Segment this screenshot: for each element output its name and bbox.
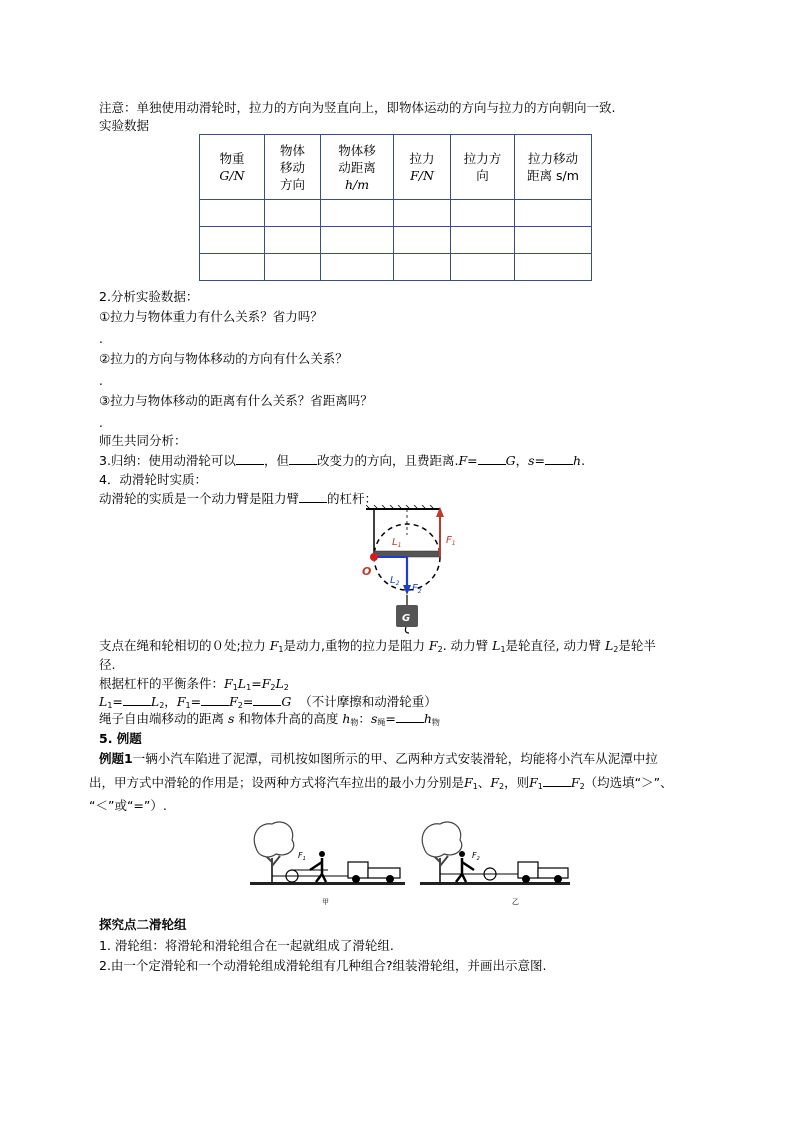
explain-line-1: 支点在绳和轮相切的０处;拉力 $F_1$是动力,重物的拉力是阻力 $F_2$. 动力臂 $L_1$是轮直径, 动力臂 $L_2$是轮半 bbox=[99, 638, 656, 654]
header-cell-move-distance: 物体移 动距离 h/m bbox=[321, 135, 394, 200]
header-cell-weight: 物重 G/N bbox=[200, 135, 265, 200]
explain-line-2: 径. bbox=[99, 657, 116, 672]
label-l2: $L_2$ bbox=[390, 575, 400, 587]
weight-hook bbox=[405, 627, 409, 633]
car-body-jia bbox=[368, 868, 400, 878]
table-cell bbox=[515, 227, 592, 254]
table-cell bbox=[451, 227, 515, 254]
section2-title: 探究点二滑轮组 bbox=[99, 917, 187, 932]
table-cell bbox=[321, 200, 394, 227]
example-section-title: 5. 例题 bbox=[99, 731, 142, 746]
header-cell-force: 拉力 F/N bbox=[394, 135, 451, 200]
table-cell bbox=[265, 227, 321, 254]
car-pulley-figure bbox=[250, 818, 570, 906]
label-l1: $L_1$ bbox=[392, 537, 402, 549]
answer-dot-3: . bbox=[99, 416, 103, 430]
section2-line-1: 1. 滑轮组：将滑轮和滑轮组合在一起就组成了滑轮组. bbox=[99, 938, 394, 953]
blank-field bbox=[396, 722, 424, 723]
balance-line: 根据杠杆的平衡条件：$F_1L_1=F_2L_2$ bbox=[99, 676, 289, 692]
tree-trunk-jia bbox=[264, 854, 280, 882]
blank-field bbox=[289, 464, 317, 465]
table-cell bbox=[200, 227, 265, 254]
answer-dot-1: . bbox=[99, 332, 103, 346]
header-cell-force-direction: 拉力方 向 bbox=[451, 135, 515, 200]
blank-field bbox=[201, 705, 229, 706]
blank-field bbox=[543, 786, 571, 787]
table-cell bbox=[321, 254, 394, 281]
experiment-data-table bbox=[199, 134, 592, 281]
tree-trunk-yi bbox=[432, 854, 448, 882]
question-3: ③拉力与物体移动的距离有什么关系？省距离吗？ bbox=[99, 393, 373, 408]
rope-distance-line: 绳子自由端移动的距离 s 和物体升高的高度 $h_物$：$s_绳= h_物$ bbox=[99, 711, 440, 727]
question-2: ②拉力的方向与物体移动的方向有什么关系？ bbox=[99, 351, 348, 366]
example-line-1: 例题1一辆小汽车陷进了泥潭，司机按如图所示的甲、乙两种方式安装滑轮，均能将小汽车从泥潭中拉 bbox=[99, 751, 658, 766]
label-o: O bbox=[362, 565, 372, 578]
car-wheel-yi bbox=[522, 875, 530, 883]
person-head-yi bbox=[459, 851, 465, 857]
table-cell bbox=[394, 254, 451, 281]
blank-field bbox=[236, 464, 264, 465]
blank-field bbox=[478, 464, 506, 465]
answer-dot-2: . bbox=[99, 374, 103, 388]
question-1: ①拉力与物体重力有什么关系？省力吗？ bbox=[99, 309, 323, 324]
table-cell bbox=[200, 200, 265, 227]
blank-field bbox=[545, 464, 573, 465]
blank-field bbox=[299, 502, 327, 503]
note-text: 注意：单独使用动滑轮时，拉力的方向为竖直向上，即物体运动的方向与拉力的方向朝向一致. bbox=[99, 100, 616, 115]
person-yi bbox=[456, 858, 474, 882]
person-head-jia bbox=[319, 851, 325, 857]
label-jia: 甲 bbox=[322, 898, 329, 906]
table-cell bbox=[451, 200, 515, 227]
setup-yi bbox=[420, 822, 570, 906]
label-f1: $F_1$ bbox=[446, 535, 456, 547]
table-cell bbox=[394, 227, 451, 254]
table-row bbox=[200, 200, 592, 227]
table-row bbox=[200, 254, 592, 281]
table-cell bbox=[200, 254, 265, 281]
table-row bbox=[200, 227, 592, 254]
car-body-yi bbox=[538, 868, 568, 878]
essence-title: 4．动滑轮时实质： bbox=[99, 472, 207, 487]
table-cell bbox=[451, 254, 515, 281]
ground-yi bbox=[420, 882, 570, 885]
joint-analysis: 师生共同分析： bbox=[99, 433, 187, 448]
table-header-row bbox=[200, 135, 592, 200]
blank-field bbox=[123, 705, 151, 706]
table-cell bbox=[265, 200, 321, 227]
header-cell-force-distance: 拉力移动 距离 s/m bbox=[515, 135, 592, 200]
label-f2: $F_2$ bbox=[412, 583, 422, 595]
analysis-title: 2.分析实验数据： bbox=[99, 289, 199, 304]
label-g: G bbox=[402, 613, 411, 624]
car-wheel-yi bbox=[554, 875, 562, 883]
essence-line: 动滑轮的实质是一个动力臂是阻力臂 的杠杆： bbox=[99, 491, 378, 506]
setup-jia bbox=[250, 822, 405, 906]
tree-crown-jia bbox=[254, 822, 294, 857]
section2-line-2: 2.由一个定滑轮和一个动滑轮组成滑轮组有几种组合?组装滑轮组，并画出示意图. bbox=[99, 958, 547, 973]
label-yi: 乙 bbox=[512, 898, 519, 906]
ground-jia bbox=[250, 882, 405, 885]
car-wheel-jia bbox=[386, 875, 394, 883]
movable-pulley-diagram bbox=[360, 505, 470, 635]
tree-crown-yi bbox=[422, 822, 462, 857]
table-cell bbox=[515, 254, 592, 281]
header-cell-move-direction: 物体 移动 方向 bbox=[265, 135, 321, 200]
label-f2-yi: $F_2$ bbox=[472, 851, 480, 862]
blank-field bbox=[253, 705, 281, 706]
fulcrum-point bbox=[370, 553, 378, 561]
lever-ratio-line: $L_1= L_2$，$F_1= F_2= G$ （不计摩擦和动滑轮重） bbox=[99, 694, 437, 710]
table-cell bbox=[515, 200, 592, 227]
table-cell bbox=[394, 200, 451, 227]
summary-line: 3.归纳：使用动滑轮可以 ，但 改变力的方向，且费距离.F= G，s= h. bbox=[99, 453, 586, 468]
table-cell bbox=[265, 254, 321, 281]
table-cell bbox=[321, 227, 394, 254]
experiment-title: 实验数据 bbox=[99, 118, 150, 133]
label-f1-jia: $F_1$ bbox=[298, 851, 306, 862]
car-wheel-jia bbox=[352, 875, 360, 883]
example-line-3: “＜”或“=”）. bbox=[89, 798, 167, 813]
example-line-2: 出，甲方式中滑轮的作用是；设两种方式将汽车拉出的最小力分别是$F_1$、$F_2$，则$F_1$ $F_2$（均选填“＞”、 bbox=[89, 775, 673, 791]
